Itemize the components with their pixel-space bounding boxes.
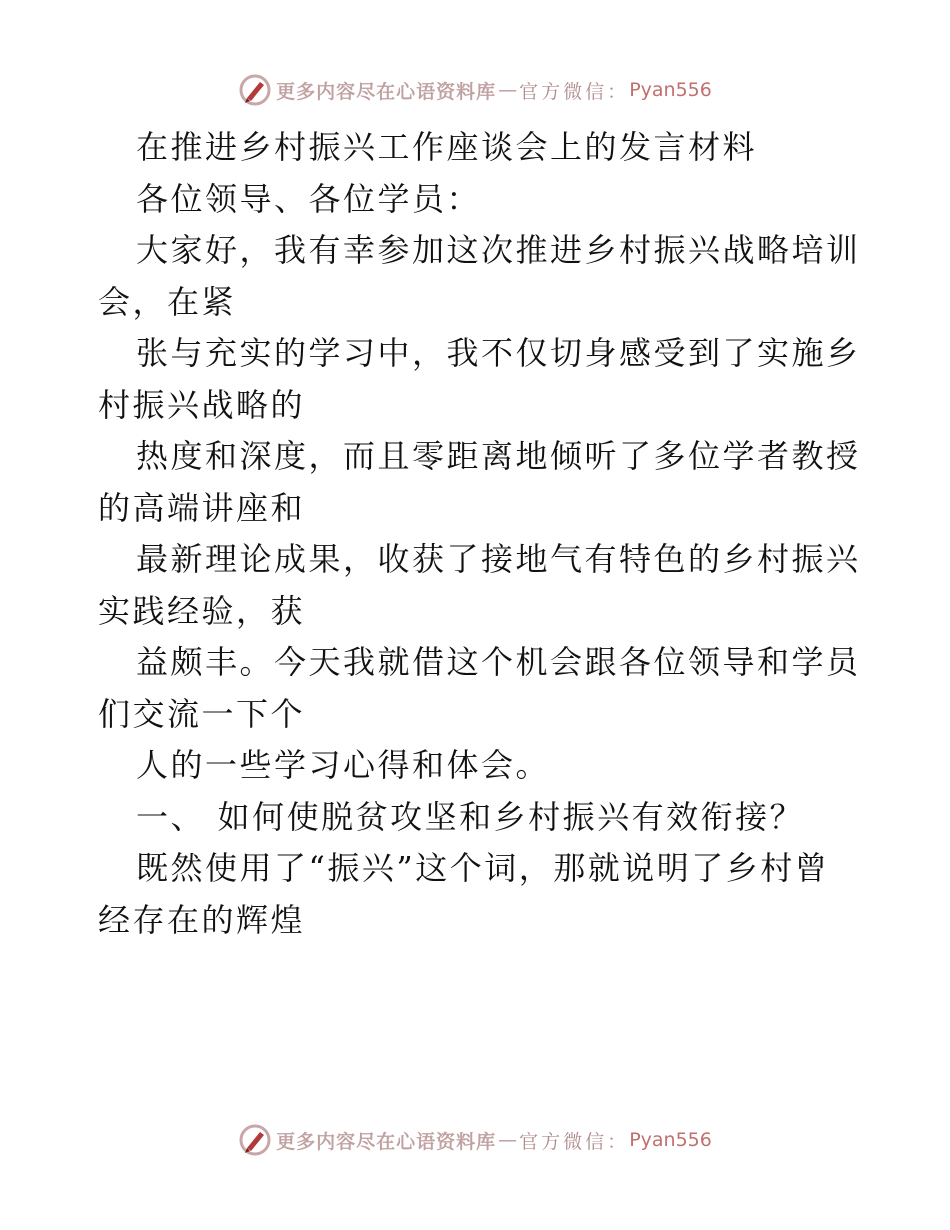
paragraph-line: 张与充实的学习中，我不仅切身感受到了实施乡	[136, 334, 861, 372]
section-heading: 一、 如何使脱贫攻坚和乡村振兴有效衔接？	[136, 797, 805, 836]
paragraph-line: 经存在的辉煌	[98, 900, 306, 939]
footer-banner	[0, 1120, 950, 1160]
paragraph-line: 人的一些学习心得和体会。	[136, 746, 551, 784]
separator: —	[498, 1129, 518, 1151]
wechat-label: 官方微信：	[519, 1130, 630, 1153]
salutation: 各位领导、各位学员：	[136, 179, 482, 218]
document-title: 在推进乡村振兴工作座谈会上的发言材料	[136, 128, 758, 166]
wechat-id: Pyan556	[629, 1129, 712, 1151]
paragraph-line: 益颇丰。今天我就借这个机会跟各位领导和学员	[136, 643, 861, 681]
site-name: 更多内容尽在心语资料库	[276, 80, 497, 103]
document-body	[98, 122, 861, 946]
paragraph-line: 实践经验，获	[98, 591, 306, 630]
paragraph-line: 的高端讲座和	[98, 488, 306, 527]
site-name: 更多内容尽在心语资料库	[276, 1130, 497, 1153]
paragraph-line: 热度和深度，而且零距离地倾听了多位学者教授	[136, 437, 861, 475]
paragraph-line: 们交流一下个	[98, 694, 306, 733]
paragraph-line: 村振兴战略的	[98, 385, 306, 424]
wechat-id: Pyan556	[629, 79, 712, 101]
header-banner	[0, 70, 950, 110]
paragraph-line: 最新理论成果，收获了接地气有特色的乡村振兴	[136, 540, 861, 578]
paragraph-line: 大家好，我有幸参加这次推进乡村振兴战略培训	[136, 231, 861, 269]
separator: —	[498, 79, 518, 101]
pen-logo-icon	[238, 1123, 272, 1157]
wechat-label: 官方微信：	[519, 80, 630, 103]
paragraph-line: 既然使用了“振兴”这个词，那就说明了乡村曾	[136, 849, 830, 887]
paragraph-line: 会，在紧	[98, 282, 237, 321]
pen-logo-icon	[238, 73, 272, 107]
